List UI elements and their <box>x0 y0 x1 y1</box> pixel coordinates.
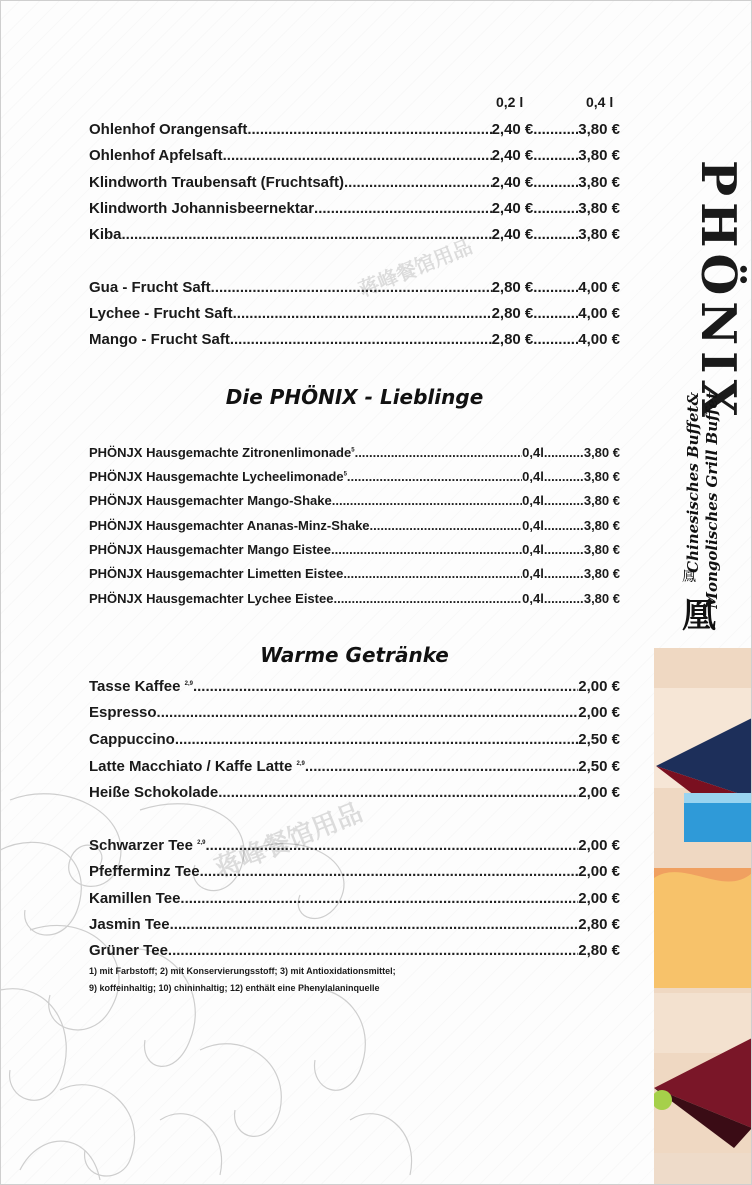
menu-item: Schwarzer Tee $^{2,9}$ ..... 2,00 € <box>89 837 620 854</box>
brand-chinese-small: 鳳 <box>682 569 696 585</box>
section-title-favorites: Die PHÖNIX - Lieblinge <box>225 385 484 409</box>
menu-item: Latte Macchiato / Kaffe Latte $^{2,9}$ ..... 2,50 € <box>89 758 620 775</box>
menu-item: Ohlenhof Apfelsaft ..... 2,40 € ..... 3,80 € <box>89 147 620 164</box>
column-header-large: 0,4 l <box>586 94 614 110</box>
menu-item: Klindworth Johannisbeernektar ..... 2,40 € ..... 3,80 € <box>89 200 620 217</box>
menu-item: PHÖNJX Hausgemachter Mango Eistee ..... 0,4l ..... 3,80 € <box>89 542 620 557</box>
footnote-line-2: 9) koffeinhaltig; 10) chininhaltig; 12) enthält eine Phenylalaninquelle <box>89 983 380 993</box>
menu-item: PHÖNJX Hausgemachte Lycheelimonade$^5$ ..... 0,4l ..... 3,80 € <box>89 469 620 484</box>
menu-item: Espresso ..... 2,00 € <box>89 704 620 721</box>
menu-item: Ohlenhof Orangensaft ..... 2,40 € ..... 3,80 € <box>89 121 620 138</box>
menu-item: Klindworth Traubensaft (Fruchtsaft) ..... 2,40 € ..... 3,80 € <box>89 174 620 191</box>
section-title-warm: Warme Getränke <box>260 643 449 667</box>
menu-item: PHÖNJX Hausgemachter Mango-Shake ..... 0,4l ..... 3,80 € <box>89 493 620 508</box>
menu-item: Lychee - Frucht Saft ..... 2,80 € ..... 4,00 € <box>89 305 620 322</box>
watermark-2: 蒋峰餐馆用品 <box>210 796 367 884</box>
menu-item: PHÖNJX Hausgemachter Ananas-Minz-Shake ..... 0,4l ..... 3,80 € <box>89 518 620 533</box>
menu-item: PHÖNJX Hausgemachte Zitronenlimonade$^5$ ..... 0,4l ..... 3,80 € <box>89 445 620 460</box>
menu-item: Tasse Kaffee $^{2,9}$ ..... 2,00 € <box>89 678 620 695</box>
menu-item: PHÖNJX Hausgemachter Limetten Eistee ..... 0,4l ..... 3,80 € <box>89 566 620 581</box>
menu-item: Pfefferminz Tee ..... 2,00 € <box>89 863 620 880</box>
brand-subtitle-2: Mongolisches Grill Buffet <box>703 392 721 609</box>
menu-item: Grüner Tee ..... 2,80 € <box>89 942 620 959</box>
menu-item: Jasmin Tee ..... 2,80 € <box>89 916 620 933</box>
column-header-small: 0,2 l <box>496 94 524 110</box>
brand-subtitle-1: Chinesisches Buffet& <box>684 392 702 573</box>
menu-item: Kiba ..... 2,40 € ..... 3,80 € <box>89 226 620 243</box>
menu-item: Cappuccino ..... 2,50 € <box>89 731 620 748</box>
watermark-1: 蒋峰餐馆用品 <box>356 236 476 302</box>
menu-item: PHÖNJX Hausgemachter Lychee Eistee ..... 0,4l ..... 3,80 € <box>89 591 620 606</box>
footnote-line-1: 1) mit Farbstoff; 2) mit Konservierungsstoff; 3) mit Antioxidationsmittel; <box>89 966 396 976</box>
menu-item: Gua - Frucht Saft ..... 2,80 € ..... 4,00 € <box>89 279 620 296</box>
brand-logo-text: PHÖNIX <box>690 160 746 423</box>
menu-item: Mango - Frucht Saft ..... 2,80 € ..... 4,00 € <box>89 331 620 348</box>
menu-item: Kamillen Tee ..... 2,00 € <box>89 890 620 907</box>
menu-item: Heiße Schokolade ..... 2,00 € <box>89 784 620 801</box>
brand-chinese-big: 凰 <box>682 596 716 636</box>
